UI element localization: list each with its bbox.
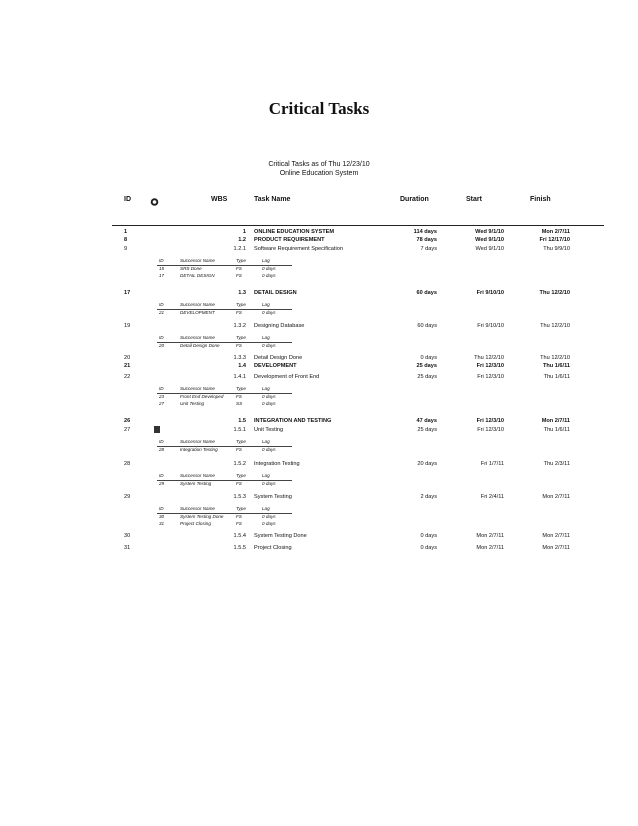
- task-duration: 20 days: [417, 461, 437, 467]
- task-id: 30: [124, 533, 131, 539]
- successor-cell: 0 days: [262, 401, 276, 406]
- task-start: Fri 9/10/10: [476, 290, 504, 296]
- successor-cell: 0 days: [262, 481, 276, 486]
- task-start: Wed 9/1/10: [475, 237, 504, 243]
- task-duration: 60 days: [416, 290, 437, 296]
- task-finish: Thu 12/2/10: [540, 323, 570, 329]
- task-name: Development of Front End: [254, 374, 320, 380]
- successor-header: Lag: [262, 473, 270, 478]
- successor-header: ID: [159, 473, 164, 478]
- task-name: ONLINE EDUCATION SYSTEM: [254, 229, 335, 235]
- report-title: Critical Tasks as of Thu 12/23/10: [268, 161, 370, 168]
- task-finish: Thu 2/3/11: [543, 461, 570, 467]
- task-id: 17: [124, 290, 131, 296]
- task-duration: 0 days: [420, 545, 437, 551]
- successor-header: Type: [236, 386, 246, 391]
- successor-cell: FS: [236, 447, 242, 452]
- successor-header: ID: [159, 439, 164, 444]
- successor-cell: Project Closing: [180, 521, 211, 526]
- successor-cell: 0 days: [262, 394, 276, 399]
- task-wbs: 1.5.2: [233, 461, 246, 467]
- task-wbs: 1.2.1: [233, 246, 246, 252]
- task-start: Mon 2/7/11: [476, 545, 504, 551]
- task-start: Fri 12/3/10: [476, 418, 504, 424]
- task-duration: 0 days: [420, 533, 437, 539]
- task-finish: Thu 1/6/11: [543, 427, 570, 433]
- column-header-wbs: WBS: [211, 196, 228, 203]
- successor-header: Lag: [262, 258, 270, 263]
- task-duration: 0 days: [420, 355, 437, 361]
- task-finish: Mon 2/7/11: [541, 229, 570, 235]
- task-finish: Mon 2/7/11: [541, 418, 570, 424]
- task-wbs: 1.3.2: [233, 323, 246, 329]
- successor-cell: 15: [159, 266, 165, 271]
- task-wbs: 1: [242, 229, 246, 235]
- task-duration: 25 days: [417, 374, 437, 380]
- successor-header: ID: [159, 302, 164, 307]
- successor-cell: 0 days: [262, 447, 276, 452]
- task-name: Software Requirement Specification: [254, 246, 343, 252]
- task-id: 27: [124, 427, 131, 433]
- task-wbs: 1.5.4: [233, 533, 246, 539]
- task-finish: Mon 2/7/11: [542, 533, 570, 539]
- task-id: 31: [124, 545, 131, 551]
- task-start: Fri 2/4/11: [480, 494, 504, 500]
- task-wbs: 1.5: [238, 418, 246, 424]
- task-id: 26: [124, 418, 131, 424]
- successor-cell: FS: [236, 310, 242, 315]
- task-name: PRODUCT REQUIREMENT: [254, 237, 325, 243]
- page-title: Critical Tasks: [268, 99, 370, 118]
- task-wbs: 1.3.3: [233, 355, 246, 361]
- task-name: System Testing Done: [254, 533, 307, 539]
- successor-cell: 31: [159, 521, 165, 526]
- indicators-column-icon: [150, 194, 159, 212]
- successor-header: Successor Name: [180, 302, 215, 307]
- successor-header: Type: [236, 506, 246, 511]
- successor-header: Lag: [262, 302, 270, 307]
- task-id: 21: [124, 363, 131, 369]
- task-start: Fri 12/3/10: [477, 374, 504, 380]
- task-name: Designing Database: [254, 323, 305, 329]
- successor-cell: 30: [159, 514, 165, 519]
- successor-cell: 0 days: [262, 310, 276, 315]
- task-start: Wed 9/1/10: [475, 229, 504, 235]
- task-start: Fri 12/3/10: [477, 427, 504, 433]
- successor-cell: FS: [236, 273, 242, 278]
- task-duration: 114 days: [413, 229, 437, 235]
- task-start: Fri 1/7/11: [480, 461, 504, 467]
- successor-cell: FS: [236, 481, 242, 486]
- task-name: INTEGRATION AND TESTING: [254, 418, 332, 424]
- successor-cell: SRS Done: [180, 266, 202, 271]
- successor-header: ID: [159, 386, 164, 391]
- task-id: 29: [124, 494, 131, 500]
- successor-cell: 23: [159, 394, 165, 399]
- successor-cell: Detail Design Done: [180, 343, 220, 348]
- task-name: Integration Testing: [254, 461, 300, 467]
- successor-cell: 20: [159, 343, 165, 348]
- successor-cell: FS: [236, 266, 242, 271]
- successor-cell: 29: [159, 481, 165, 486]
- successor-header: ID: [159, 335, 164, 340]
- successor-header: ID: [159, 506, 164, 511]
- successor-cell: 0 days: [262, 273, 276, 278]
- task-duration: 47 days: [416, 418, 437, 424]
- task-name: System Testing: [254, 494, 292, 500]
- successor-cell: 0 days: [262, 266, 276, 271]
- task-duration: 7 days: [420, 246, 437, 252]
- successor-header: Successor Name: [180, 439, 215, 444]
- task-id: 28: [124, 461, 131, 467]
- successor-cell: 0 days: [262, 514, 276, 519]
- successor-cell: Integration Testing: [180, 447, 218, 452]
- task-note-icon: [154, 426, 160, 433]
- successor-cell: 0 days: [262, 521, 276, 526]
- task-duration: 25 days: [417, 427, 437, 433]
- successor-header: Lag: [262, 335, 270, 340]
- successor-header: Lag: [262, 386, 270, 391]
- task-id: 20: [124, 355, 131, 361]
- successor-header: Successor Name: [180, 506, 215, 511]
- task-start: Wed 9/1/10: [475, 246, 504, 252]
- successor-cell: DETAIL DESIGN: [180, 273, 215, 278]
- task-wbs: 1.5.3: [233, 494, 246, 500]
- column-header-id: ID: [124, 196, 131, 203]
- successor-cell: FS: [236, 514, 242, 519]
- successor-cell: Unit Testing: [180, 401, 205, 406]
- successor-cell: 27: [159, 401, 165, 406]
- task-wbs: 1.5.1: [233, 427, 246, 433]
- task-wbs: 1.4: [238, 363, 246, 369]
- header-divider: [112, 225, 604, 226]
- task-duration: 60 days: [417, 323, 437, 329]
- task-id: 9: [124, 246, 128, 252]
- task-name: DETAIL DESIGN: [254, 290, 297, 296]
- column-header-start: Start: [466, 196, 482, 203]
- successor-cell: SS: [236, 401, 243, 406]
- task-start: Fri 12/3/10: [476, 363, 504, 369]
- successor-header: Type: [236, 258, 246, 263]
- task-name: Project Closing: [254, 545, 292, 551]
- task-finish: Thu 1/6/11: [543, 374, 570, 380]
- task-finish: Thu 12/2/10: [540, 355, 570, 361]
- successor-header: Lag: [262, 439, 270, 444]
- successor-cell: System Testing Done: [180, 514, 224, 519]
- successor-header: Successor Name: [180, 258, 215, 263]
- task-duration: 2 days: [420, 494, 437, 500]
- task-name: Unit Testing: [254, 427, 284, 433]
- successor-header: Type: [236, 473, 246, 478]
- successor-header: Successor Name: [180, 386, 215, 391]
- task-wbs: 1.2: [238, 237, 246, 243]
- task-finish: Mon 2/7/11: [542, 545, 570, 551]
- task-start: Fri 9/10/10: [477, 323, 504, 329]
- task-duration: 25 days: [416, 363, 437, 369]
- column-header-task-name: Task Name: [254, 196, 291, 203]
- task-finish: Thu 9/9/10: [543, 246, 570, 252]
- task-name: DEVELOPMENT: [254, 363, 297, 369]
- successor-header: Type: [236, 439, 246, 444]
- task-id: 8: [124, 237, 128, 243]
- task-wbs: 1.4.1: [233, 374, 246, 380]
- successor-cell: FS: [236, 394, 242, 399]
- task-start: Thu 12/2/10: [474, 355, 504, 361]
- successor-header: Successor Name: [180, 473, 215, 478]
- successor-cell: 21: [159, 310, 165, 315]
- task-wbs: 1.3: [238, 290, 246, 296]
- successor-header: Lag: [262, 506, 270, 511]
- successor-cell: Front End Developed: [180, 394, 224, 399]
- successor-cell: 0 days: [262, 343, 276, 348]
- successor-header: ID: [159, 258, 164, 263]
- report-subtitle: Online Education System: [279, 170, 359, 177]
- task-finish: Thu 1/6/11: [542, 363, 570, 369]
- column-header-finish: Finish: [530, 196, 551, 203]
- successor-cell: 28: [159, 447, 165, 452]
- successor-cell: DEVELOPMENT: [180, 310, 215, 315]
- successor-header: Type: [236, 335, 246, 340]
- task-finish: Fri 12/17/10: [539, 237, 570, 243]
- task-wbs: 1.5.5: [233, 545, 246, 551]
- task-name: Detail Design Done: [254, 355, 303, 361]
- task-finish: Thu 12/2/10: [539, 290, 570, 296]
- task-id: 19: [124, 323, 131, 329]
- task-id: 22: [124, 374, 131, 380]
- successor-header: Type: [236, 302, 246, 307]
- column-header-duration: Duration: [400, 196, 429, 203]
- successor-cell: System Testing: [180, 481, 212, 486]
- successor-cell: 17: [159, 273, 165, 278]
- successor-cell: FS: [236, 521, 242, 526]
- task-id: 1: [124, 229, 128, 235]
- successor-header: Successor Name: [180, 335, 215, 340]
- successor-cell: FS: [236, 343, 242, 348]
- task-duration: 78 days: [416, 237, 437, 243]
- task-finish: Mon 2/7/11: [542, 494, 570, 500]
- task-start: Mon 2/7/11: [476, 533, 504, 539]
